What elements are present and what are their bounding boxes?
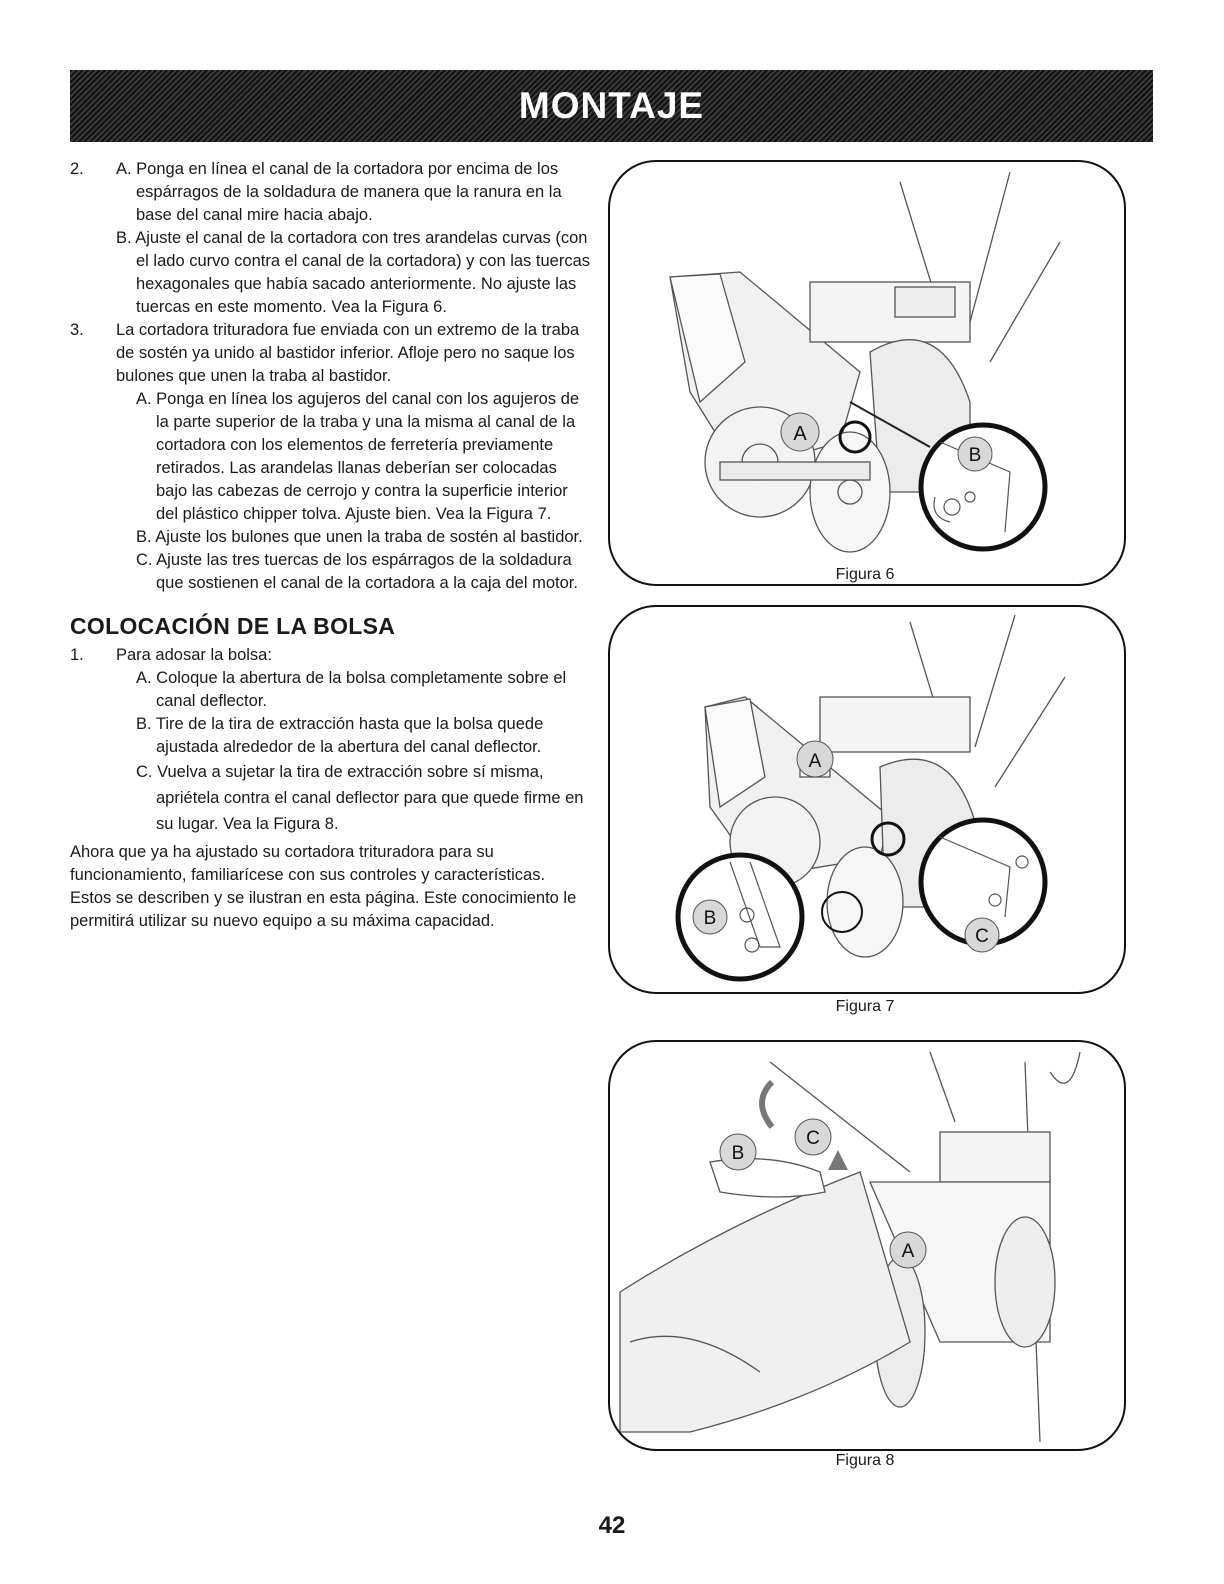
figure-label-c: C: [806, 1128, 820, 1149]
figure-8: [608, 1040, 1126, 1451]
step-3: [70, 319, 590, 595]
figure-label-c: C: [975, 926, 989, 947]
curved-arrow-icon: [762, 1082, 772, 1127]
step-3-intro: La cortadora trituradora fue enviada con un extremo de la traba de sostén ya unido al bastidor inferior. Afloje pero no saque los bulones que unen la traba al bastidor.: [116, 321, 580, 385]
figure-label-b: B: [731, 1143, 745, 1164]
step-2-sub-b: B. Ajuste el canal de la cortadora con tres arandelas curvas (con el lado curvo contra el canal de la cortadora) y con las tuercas hexagonales que había sacado anteriormente. No ajuste las tuercas en este momento. Vea la Figura 6.: [116, 229, 590, 316]
bag-sub-c: C. Vuelva a sujetar la tira de extracción sobre sí misma, apriétela contra el canal deflector para que quede firme en su lugar. Vea la Figura 8.: [136, 763, 584, 833]
figure-label-b: B: [703, 908, 717, 929]
step-3-sub-a: A. Ponga en línea los agujeros del canal con los agujeros de la parte superior de la traba y una la misma al canal de la cortadora con los elementos de ferretería previamente retirados. Las arandelas llanas deberían ser colocadas bajo las cabezas de cerrojo y contra la superficie interior del plástico chipper tolva. Ajuste bien. Vea la Figura 7.: [136, 390, 580, 523]
figure-8-caption: Figura 8: [835, 1452, 895, 1469]
step-3-sub-c: C. Ajuste las tres tuercas de los espárragos de la soldadura que sostienen el canal de la cortadora a la caja del motor.: [136, 551, 578, 592]
step-number: 1.: [70, 646, 84, 664]
section-heading: COLOCACIÓN DE LA BOLSA: [70, 613, 396, 639]
bag-sub-b: B. Tire de la tira de extracción hasta que la bolsa quede ajustada alrededor de la abertura del canal deflector.: [136, 715, 544, 756]
figure-7-caption: Figura 7: [835, 998, 895, 1015]
step-3-sub-b: B. Ajuste los bulones que unen la traba de sostén al bastidor.: [136, 528, 583, 546]
page-title: MONTAJE: [518, 85, 705, 126]
instructions-column: [70, 158, 590, 933]
figure-6: [608, 160, 1126, 586]
figure-6-caption: Figura 6: [835, 566, 895, 583]
figure-7: [608, 605, 1126, 994]
closing-paragraph: Ahora que ya ha ajustado su cortadora trituradora para su funcionamiento, familiarícese con sus controles y características. Estos se describen y se ilustran en esta página. Este conocimiento le permitirá utilizar su nuevo equipo a su máxima capacidad.: [70, 843, 577, 930]
step-number: 2.: [70, 160, 84, 178]
bag-sub-a: A. Coloque la abertura de la bolsa completamente sobre el canal deflector.: [136, 669, 567, 710]
figure-label-a: A: [793, 423, 807, 445]
step-2: [70, 158, 590, 319]
step-2-sub-a: A. Ponga en línea el canal de la cortadora por encima de los espárragos de la soldadura de manera que la ranura en la base del canal mire hacia abajo.: [116, 160, 562, 224]
step-number: 3.: [70, 321, 84, 339]
page-number: 42: [598, 1512, 626, 1539]
figure-label-a: A: [808, 751, 822, 772]
figure-label-a: A: [901, 1241, 915, 1262]
page-header-banner: [70, 70, 1153, 142]
down-arrow-icon: [828, 1150, 848, 1170]
figure-6-illustration: [610, 162, 1124, 584]
figure-7-illustration: [610, 607, 1124, 992]
figure-label-b: B: [968, 445, 982, 466]
figure-8-illustration: [610, 1042, 1124, 1449]
bag-step-intro: Para adosar la bolsa:: [116, 646, 272, 664]
bag-step-1: [70, 644, 590, 837]
